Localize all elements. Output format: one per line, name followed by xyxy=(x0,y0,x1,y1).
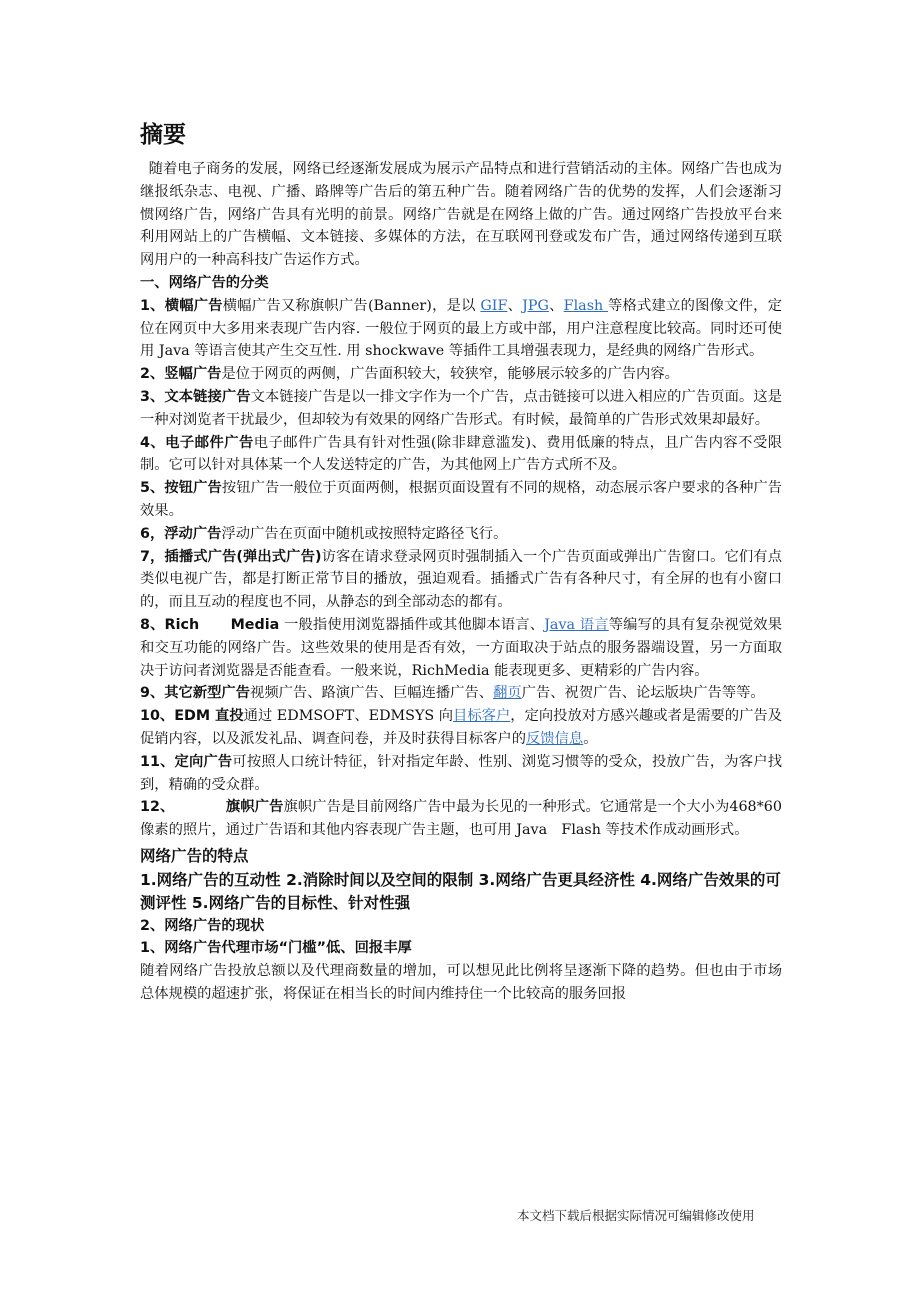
item-text-link-ad: 3、文本链接广告文本链接广告是以一排文字作为一个广告，点击链接可以进入相应的广告页面。这是一种对浏览者干扰最少，但却较为有效果的网络广告形式。有时候，最简单的广告形式效果却最好。 xyxy=(140,388,783,428)
subsection-heading-agency-market: 1、网络广告代理市场“门槛”低、回报丰厚 xyxy=(140,940,412,957)
item-label-2: 旗帜广告 xyxy=(225,799,284,816)
item-label: 3、文本链接广告 xyxy=(140,388,251,405)
item-vertical-ad: 2、竖幅广告是位于网页的两侧，广告面积较大，较狭窄，能够展示较多的广告内容。 xyxy=(140,366,679,383)
document-body xyxy=(140,118,782,1006)
item-label: 5、按钮广告 xyxy=(140,480,222,497)
link-jpg[interactable]: JPG xyxy=(522,297,549,314)
item-label: 6，浮动广告 xyxy=(140,525,222,542)
item-label: 12、 xyxy=(140,799,175,816)
item-interstitial-ad: 7，插播式广告(弹出式广告)访客在请求登录网页时强制插入一个广告页面或弹出广告窗口。它们有点类似电视广告，都是打断正常节目的播放，强迫观看。插播式广告有各种尺寸，有全屏的也有小窗口的，而且互动的程度也不同，从静态的到全部动态的都有。 xyxy=(140,548,782,611)
item-email-ad: 4、电子邮件广告电子邮件广告具有针对性强(除非肆意滥发)、费用低廉的特点，且广告内容不受限制。它可以针对具体某一个人发送特定的广告，为其他网上广告方式所不及。 xyxy=(140,434,783,474)
item-flag-ad: 12、 旗帜广告旗帜广告是目前网络广告中最为长见的一种形式。它通常是一个大小为468*60 像素的照片，通过广告语和其他内容表现广告主题，也可用 Java Flash 等技术作成动画形式。 xyxy=(140,799,782,839)
item-rich-media: 8、Rich Media 一般指使用浏览器插件或其他脚本语言、Java 语言等编写的具有复杂视觉效果和交互功能的网络广告。这些效果的使用是否有效，一方面取决于站点的服务器端设置，另一方面取决于访问者浏览器是否能查看。一般来说，RichMedia 能表现更多、更精彩的广告内容。 xyxy=(140,616,782,679)
item-label: 7，插播式广告(弹出式广告) xyxy=(140,548,322,565)
features-list: 1.网络广告的互动性 2.消除时间以及空间的限制 3.网络广告更具经济性 4.网络广告效果的可测评性 5.网络广告的目标性、针对性强 xyxy=(140,870,781,912)
item-label: 9、其它新型广告 xyxy=(140,685,251,702)
item-label-2: Media xyxy=(230,616,280,633)
item-banner-ad: 1、横幅广告横幅广告又称旗帜广告(Banner)，是以 GIF、JPG、Flash 等格式建立的图像文件，定位在网页中大多用来表现广告内容. 一般位于网页的最上方或中部，用户注意程度比较高。同时还可使用 Java 等语言使其产生交互性. 用 shockwave 等插件工具增强表现力，是经典的网络广告形式。 xyxy=(140,297,783,360)
item-other-new-ads: 9、其它新型广告视频广告、路演广告、巨幅连播广告、翻页广告、祝贺广告、论坛版块广告等等。 xyxy=(140,685,765,702)
section-heading-classification: 一、网络广告的分类 xyxy=(140,274,269,291)
footer-note: 本文档下载后根据实际情况可编辑修改使用 xyxy=(517,1208,755,1223)
item-label: 1、横幅广告 xyxy=(140,297,223,314)
link-gif[interactable]: GIF xyxy=(480,297,508,314)
item-label: 10、EDM 直投 xyxy=(140,708,244,725)
link-target-customers[interactable]: 目标客户 xyxy=(453,708,511,725)
item-label: 4、电子邮件广告 xyxy=(140,434,254,451)
item-targeted-ad: 11、定向广告可按照人口统计特征，针对指定年龄、性别、浏览习惯等的受众，投放广告，为客户找到，精确的受众群。 xyxy=(140,753,782,793)
section-heading-features: 网络广告的特点 xyxy=(140,846,249,865)
item-label: 2、竖幅广告 xyxy=(140,366,222,383)
item-label: 11、定向广告 xyxy=(140,753,233,770)
section-heading-status: 2、网络广告的现状 xyxy=(140,917,265,934)
link-feedback-info[interactable]: 反馈信息 xyxy=(526,730,584,747)
link-page-flip[interactable]: 翻页 xyxy=(493,685,522,702)
item-floating-ad: 6，浮动广告浮动广告在页面中随机或按照特定路径飞行。 xyxy=(140,525,508,542)
link-flash[interactable]: Flash xyxy=(563,297,608,314)
intro-paragraph: 随着电子商务的发展，网络已经逐渐发展成为展示产品特点和进行营销活动的主体。网络广告也成为继报纸杂志、电视、广播、路牌等广告后的第五种广告。随着网络广告的优势的发挥，人们会逐渐习惯网络广告，网络广告具有光明的前景。网络广告就是在网络上做的广告。通过网络广告投放平台来利用网站上的广告横幅、文本链接、多媒体的方法，在互联网刊登或发布广告，通过网络传递到互联网用户的一种高科技广告运作方式。 xyxy=(140,161,782,269)
item-button-ad: 5、按钮广告按钮广告一般位于页面两侧，根据页面设置有不同的规格，动态展示客户要求的各种广告效果。 xyxy=(140,480,782,519)
last-paragraph: 随着网络广告投放总额以及代理商数量的增加，可以想见此比例将呈逐渐下降的趋势。但也由于市场总体规模的超速扩张，将保证在相当长的时间内维持住一个比较高的服务回报 xyxy=(140,963,782,1002)
link-java-language[interactable]: Java 语言 xyxy=(544,616,609,633)
page-title: 摘要 xyxy=(140,122,186,148)
item-edm: 10、EDM 直投通过 EDMSOFT、EDMSYS 向目标客户，定向投放对方感兴趣或者是需要的广告及促销内容，以及派发礼品、调查问卷，并及时获得目标客户的反馈信息。 xyxy=(140,708,783,747)
item-label: 8、Rich xyxy=(140,616,200,633)
